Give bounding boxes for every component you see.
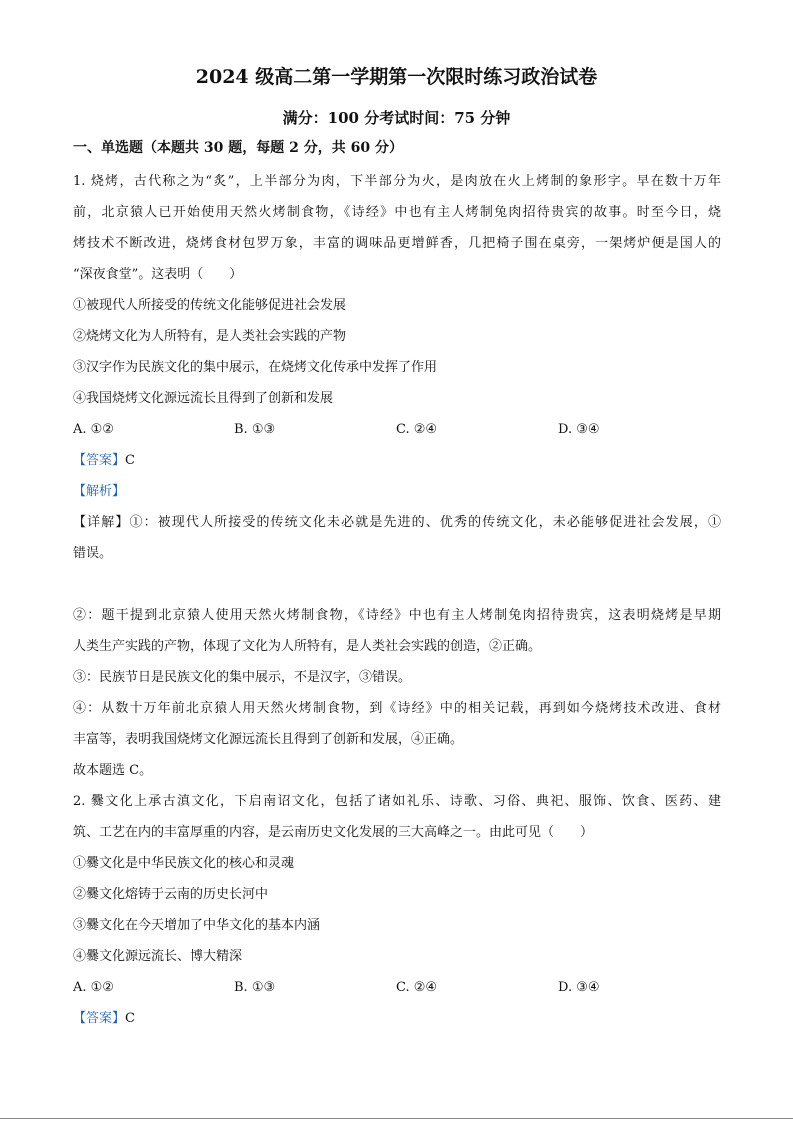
q1-option-c: C. ②④ <box>396 422 438 437</box>
q1-statement: ①被现代人所接受的传统文化能够促进社会发展 <box>73 298 347 313</box>
q1-option-d: D. ③④ <box>558 422 600 437</box>
q1-conclusion: 故本题选 C。 <box>73 763 153 778</box>
q2-statement: ①爨文化是中华民族文化的核心和灵魂 <box>73 856 295 871</box>
q2-option-b: B. ①③ <box>234 980 276 995</box>
q1-answer <box>73 451 135 471</box>
q2-option-a: A. ①② <box>73 980 114 995</box>
page-title: 2024 级高二第一学期第一次限时练习政治试卷 <box>195 66 598 88</box>
q1-detail-line: ④：从数十万年前北京猿人用天然火烤制食物，到《诗经》中的相关记载，再到如今烧烤技术改进、食材 <box>73 701 721 716</box>
answer-tag: 【答案】 <box>73 453 126 468</box>
q2-option-d: D. ③④ <box>558 980 600 995</box>
q2-answer <box>73 1009 135 1029</box>
q2-stem-line: 2. 爨文化上承古滇文化，下启南诏文化，包括了诸如礼乐、诗歌、习俗、典祀、服饰、饮食、医药、建 <box>73 794 721 809</box>
answer-value: C <box>125 1011 135 1026</box>
q2-statement: ②爨文化熔铸于云南的历史长河中 <box>73 887 269 902</box>
q1-statement: ②烧烤文化为人所特有，是人类社会实践的产物 <box>73 329 347 344</box>
q1-option-b: B. ①③ <box>234 422 276 437</box>
q2-option-c: C. ②④ <box>396 980 438 995</box>
q1-detail-line <box>73 513 721 533</box>
q1-statement: ③汉字作为民族文化的集中展示，在烧烤文化传承中发挥了作用 <box>73 360 438 375</box>
q1-stem-line: “深夜食堂”。这表明（ ） <box>73 267 243 282</box>
q1-detail-line: ②：题干提到北京猿人使用天然火烤制食物，《诗经》中也有主人烤制兔肉招待贵宾，这表明烧烤是早期 <box>73 608 721 623</box>
section-heading: 一、单选题（本题共 30 题，每题 2 分，共 60 分） <box>73 140 403 156</box>
q1-statement: ④我国烧烤文化源远流长且得到了创新和发展 <box>73 391 334 406</box>
answer-tag: 【答案】 <box>73 1011 126 1026</box>
q1-stem-line: 烤技术不断改进，烧烤食材包罗万象，丰富的调味品更增鲜香，几把椅子围在桌旁，一架烤炉便是国人的 <box>73 236 721 251</box>
exam-info: 满分：100 分考试时间：75 分钟 <box>282 109 511 127</box>
q1-detail-line: 错误。 <box>73 546 113 561</box>
q1-detail-line: 丰富等，表明我国烧烤文化源远流长且得到了创新和发展，④正确。 <box>73 732 464 747</box>
q2-statement: ④爨文化源远流长、博大精深 <box>73 949 243 964</box>
q1-option-a: A. ①② <box>73 422 114 437</box>
analysis-tag: 【解析】 <box>73 484 126 499</box>
answer-value: C <box>125 453 135 468</box>
q2-statement: ③爨文化在今天增加了中华文化的基本内涵 <box>73 918 321 933</box>
q1-stem-line: 1. 烧烤，古代称之为“炙”，上半部分为肉，下半部分为火，是肉放在火上烤制的象形字。早在数十万年 <box>73 174 721 189</box>
q1-detail-line: ③：民族节日是民族文化的集中展示，不是汉字，③错误。 <box>73 670 412 685</box>
detail-text: ①：被现代人所接受的传统文化未必就是先进的、优秀的传统文化，未必能够促进社会发展，① <box>129 515 721 530</box>
q2-stem-line: 筑、工艺在内的丰富厚重的内容，是云南历史文化发展的三大高峰之一。由此可见（ ） <box>73 825 594 840</box>
q1-stem-line: 前，北京猿人已开始使用天然火烤制食物，《诗经》中也有主人烤制兔肉招待贵宾的故事。时至今日，烧 <box>73 205 721 220</box>
detail-tag: 【详解】 <box>73 515 130 530</box>
q1-detail-line: 人类生产实践的产物，体现了文化为人所特有，是人类社会实践的创造，②正确。 <box>73 639 542 654</box>
page-bottom-divider <box>0 1118 793 1119</box>
q1-analysis <box>73 482 125 502</box>
